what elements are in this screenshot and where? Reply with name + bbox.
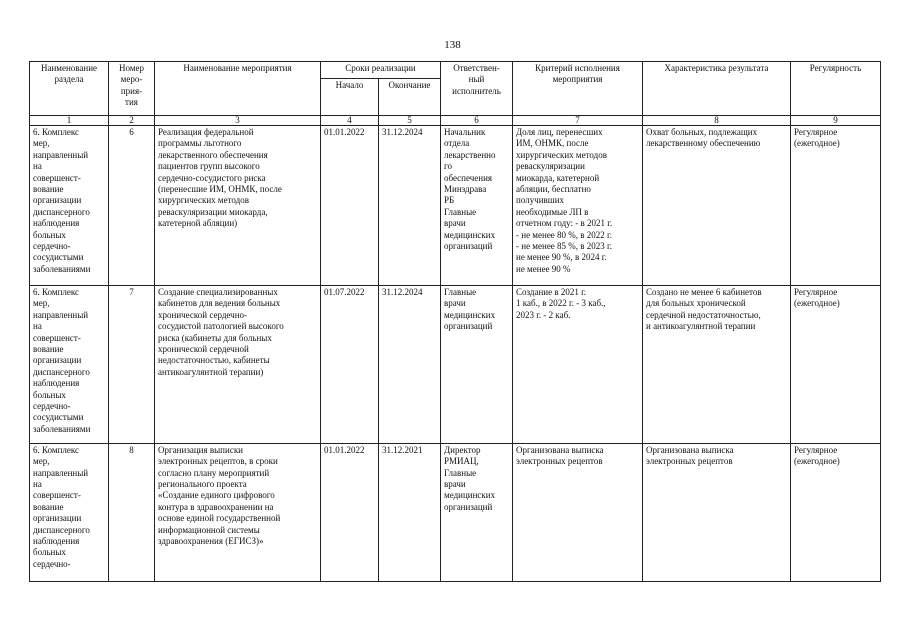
cell-section: 6. Комплекс мер, направленный на совершенст- вование организации диспансерного наблюдения больных сердечно- xyxy=(30,443,109,581)
header-end: Окончание xyxy=(379,79,441,116)
cell-event: Организация выписки электронных рецептов, в сроки согласно плану мероприятий регионального проекта «Создание единого цифрового контура в здравоохранении на основе единой государственной информационной системы здравоохранения (ЕГИСЗ)» xyxy=(155,443,321,581)
column-number: 6 xyxy=(441,116,513,126)
header-start: Начало xyxy=(321,79,379,116)
cell-end: 31.12.2024 xyxy=(379,285,441,443)
header-regularity: Регулярность xyxy=(791,62,881,116)
column-number: 4 xyxy=(321,116,379,126)
page-number: 138 xyxy=(444,39,461,51)
cell-responsible: Главные врачи медицинских организаций xyxy=(441,285,513,443)
cell-result: Создано не менее 6 кабинетов для больных хронической сердечной недостаточностью, и антикоагулянтной терапии xyxy=(643,285,791,443)
cell-start: 01.01.2022 xyxy=(321,443,379,581)
cell-regularity: Регулярное (ежегодное) xyxy=(791,126,881,286)
table-row xyxy=(30,285,881,443)
cell-event: Реализация федеральной программы льготного лекарственного обеспечения пациентов групп высокого сердечно-сосудистого риска (перенесшие ИМ, ОНМК, после хирургических методов реваскуляризации миокарда, катетерной абляции) xyxy=(155,126,321,286)
column-number: 8 xyxy=(643,116,791,126)
header-responsible: Ответствен- ный исполнитель xyxy=(441,62,513,116)
cell-section: 6. Комплекс мер, направленный на совершенст- вование организации диспансерного наблюдения больных сердечно- сосудистыми заболеваниями xyxy=(30,285,109,443)
cell-criterion: Организована выписка электронных рецептов xyxy=(513,443,643,581)
header-row xyxy=(30,62,881,79)
column-number: 3 xyxy=(155,116,321,126)
header-criterion: Критерий исполнения мероприятия xyxy=(513,62,643,116)
cell-regularity: Регулярное (ежегодное) xyxy=(791,285,881,443)
column-number-row xyxy=(30,116,881,126)
cell-end: 31.12.2021 xyxy=(379,443,441,581)
cell-number: 8 xyxy=(109,443,155,581)
column-number: 5 xyxy=(379,116,441,126)
table-row xyxy=(30,126,881,286)
column-number: 7 xyxy=(513,116,643,126)
cell-responsible: Начальник отдела лекарственно го обеспечения Минздрава РБ Главные врачи медицинских организаций xyxy=(441,126,513,286)
header-period: Сроки реализации xyxy=(321,62,441,79)
header-event: Наименование мероприятия xyxy=(155,62,321,116)
cell-responsible: Директор РМИАЦ, Главные врачи медицинских организаций xyxy=(441,443,513,581)
table-row xyxy=(30,443,881,581)
cell-result: Охват больных, подлежащих лекарственному обеспечению xyxy=(643,126,791,286)
cell-event: Создание специализированных кабинетов для ведения больных хронической сердечно- сосудистой патологией высокого риска (кабинеты для больных хронической сердечной недостаточностью, кабинеты антикоагулянтной терапии) xyxy=(155,285,321,443)
column-number: 2 xyxy=(109,116,155,126)
column-number: 1 xyxy=(30,116,109,126)
cell-start: 01.01.2022 xyxy=(321,126,379,286)
cell-end: 31.12.2024 xyxy=(379,126,441,286)
cell-criterion: Доля лиц, перенесших ИМ, ОНМК, после хирургических методов реваскуляризации миокарда, катетерной абляции, бесплатно получивших необходимые ЛП в отчетном году: - в 2021 г. - не менее 80 %, в 2022 г. - не менее 85 %, в 2023 г. не менее 90 %, в 2024 г. не менее 90 % xyxy=(513,126,643,286)
cell-criterion: Создание в 2021 г. 1 каб., в 2022 г. - 3 каб., 2023 г. - 2 каб. xyxy=(513,285,643,443)
cell-number: 7 xyxy=(109,285,155,443)
header-result: Характеристика результата xyxy=(643,62,791,116)
header-section: Наименование раздела xyxy=(30,62,109,116)
cell-number: 6 xyxy=(109,126,155,286)
measures-table xyxy=(29,61,881,582)
column-number: 9 xyxy=(791,116,881,126)
header-number: Номер меро- прия- тия xyxy=(109,62,155,116)
cell-regularity: Регулярное (ежегодное) xyxy=(791,443,881,581)
cell-section: 6. Комплекс мер, направленный на совершенст- вование организации диспансерного наблюдения больных сердечно- сосудистыми заболеваниями xyxy=(30,126,109,286)
cell-start: 01.07.2022 xyxy=(321,285,379,443)
cell-result: Организована выписка электронных рецептов xyxy=(643,443,791,581)
